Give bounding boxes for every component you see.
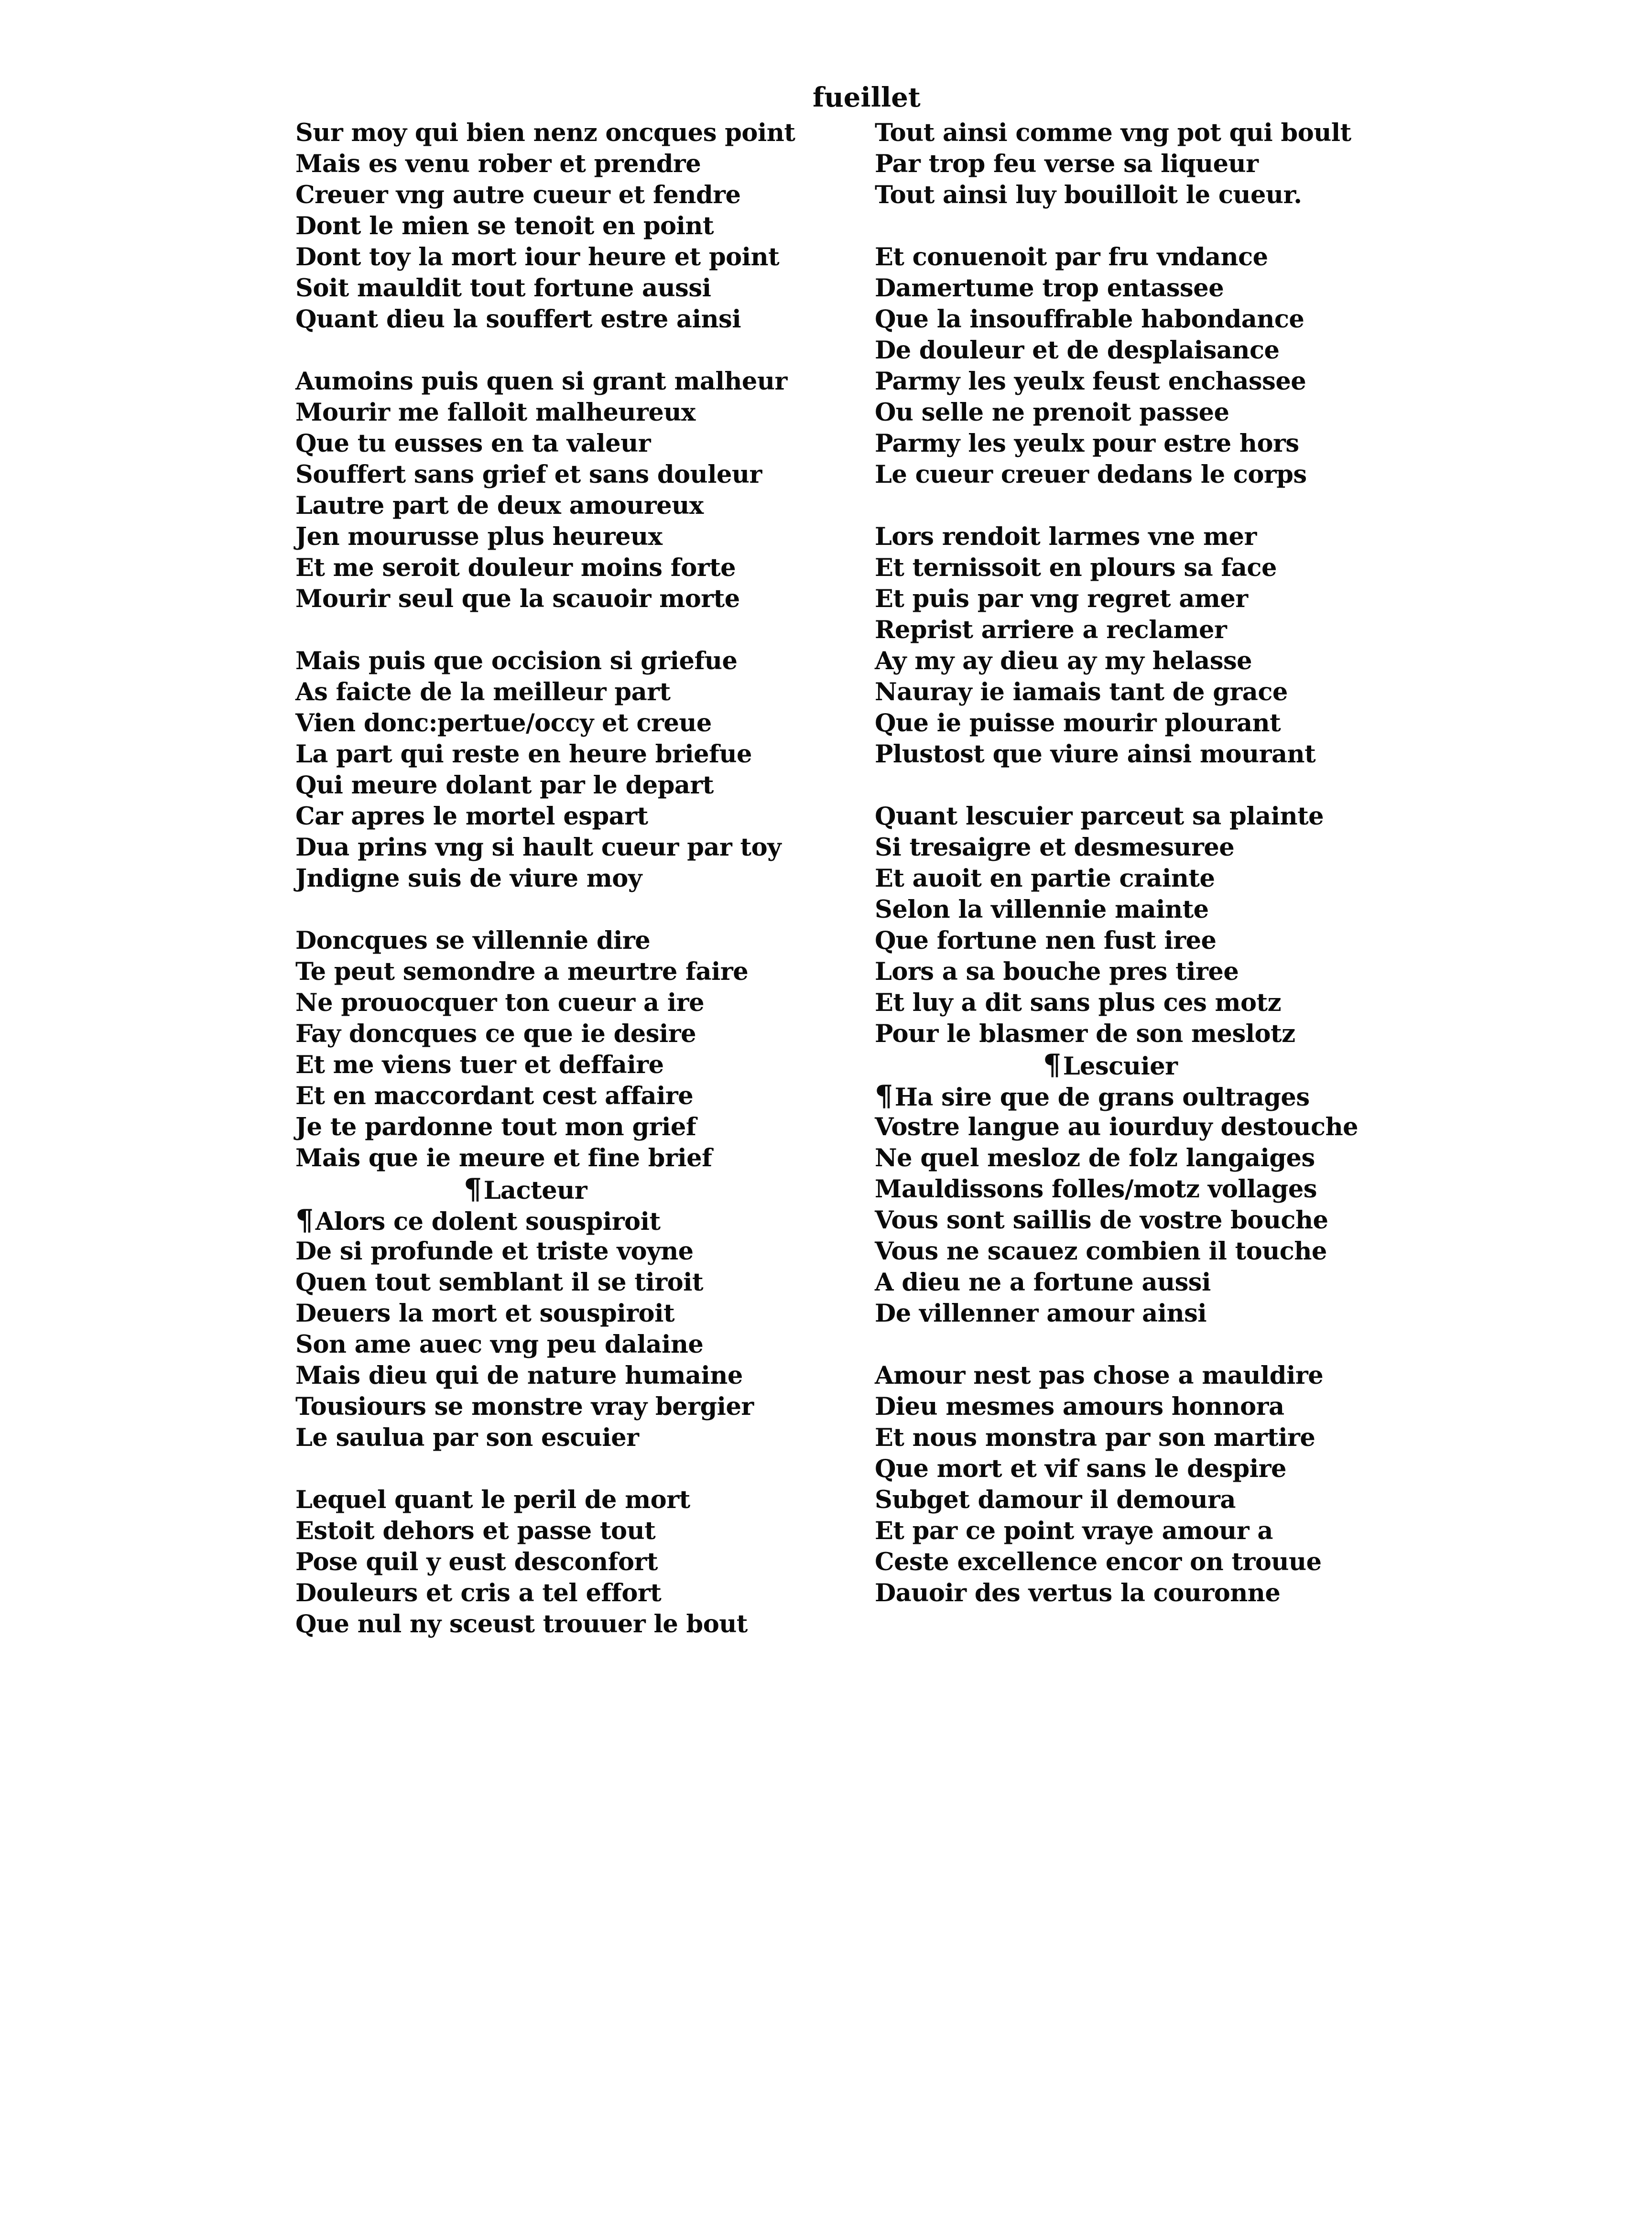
verse-line [295,118,869,149]
verse-line [295,273,869,304]
verse-text: La part qui reste en heure briefue [295,740,752,769]
verse-line [295,1516,869,1547]
verse-line [875,180,1448,211]
verse-text: Dont le mien se tenoit en point [295,212,714,240]
stanza-break [295,1454,869,1485]
verse-line [875,739,1448,770]
verse-text: Dua prins vng si hault cueur par toy [295,833,782,862]
verse-line [875,615,1448,646]
verse-line [295,1143,869,1174]
verse-line [295,1485,869,1516]
verse-text: Et luy a dit sans plus ces motz [875,988,1282,1017]
verse-line [295,1547,869,1578]
verse-line [295,708,869,739]
verse-text: Ha sire que de grans oultrages [894,1083,1310,1112]
verse-text: Que la insouffrable habondance [875,305,1304,334]
speaker-rubric [875,1050,1448,1081]
verse-text: Et par ce point vraye amour a [875,1517,1273,1545]
verse-line [295,366,869,397]
verse-line [875,677,1448,708]
verse-line [875,1081,1448,1112]
verse-line [295,1422,869,1454]
speaker-rubric [295,1174,869,1205]
verse-line [875,708,1448,739]
verse-text: Et nous monstra par son martire [875,1423,1315,1452]
verse-text: Quen tout semblant il se tiroit [295,1268,704,1297]
verse-line [875,584,1448,615]
verse-text: Si tresaigre et desmesuree [875,833,1235,862]
pilcrow-icon: ¶ [464,1172,482,1206]
verse-line [295,1329,869,1360]
verse-line [295,1205,869,1236]
verse-text: Lautre part de deux amoureux [295,491,704,520]
verse-text: Jen mourusse plus heureux [295,522,663,551]
verse-text: Et conuenoit par fru vndance [875,243,1268,271]
verse-text: Mais dieu qui de nature humaine [295,1361,743,1390]
verse-text: Lequel quant le peril de mort [295,1486,690,1514]
verse-line [295,770,869,801]
verse-line [295,211,869,242]
verse-line [875,925,1448,956]
verse-text: Ay my ay dieu ay my helasse [875,647,1252,675]
verse-line [295,1019,869,1050]
verse-text: Vous ne scauez combien il touche [875,1237,1327,1266]
verse-text: Pour le blasmer de son meslotz [875,1020,1295,1048]
verse-line [295,832,869,863]
verse-line [875,428,1448,459]
verse-text: Et ternissoit en plours sa face [875,554,1277,582]
verse-line [875,1112,1448,1143]
verse-text: Lors a sa bouche pres tiree [875,957,1239,986]
verse-line [295,459,869,490]
running-header: fueillet [813,82,921,113]
verse-text: Que nul ny sceust trouuer le bout [295,1610,748,1639]
verse-text: Parmy les yeulx feust enchassee [875,367,1306,396]
stanza-break [875,770,1448,801]
verse-text: Dieu mesmes amours honnora [875,1392,1284,1421]
verse-text: Et puis par vng regret amer [875,585,1248,613]
verse-text: Lors rendoit larmes vne mer [875,522,1257,551]
verse-line [875,1298,1448,1329]
verse-line [875,1236,1448,1267]
verse-text: Ne prouocquer ton cueur a ire [295,988,705,1017]
verse-text: Alors ce dolent souspiroit [315,1207,661,1236]
verse-line [295,490,869,521]
verse-text: Mauldissons folles/motz vollages [875,1175,1317,1204]
verse-text: Tousiours se monstre vray bergier [295,1392,754,1421]
verse-text: Ceste excellence encor on trouue [875,1548,1322,1576]
verse-text: Pose quil y eust desconfort [295,1548,658,1576]
verse-line [875,1205,1448,1236]
verse-line [295,180,869,211]
verse-line [295,1236,869,1267]
verse-text: Vien donc:pertue/occy et creue [295,709,712,738]
verse-line [875,1485,1448,1516]
verse-line [295,242,869,273]
verse-line [295,521,869,553]
verse-text: Subget damour il demoura [875,1486,1236,1514]
verse-text: Sur moy qui bien nenz oncques point [295,119,795,147]
verse-line [875,1174,1448,1205]
verse-text: Fay doncques ce que ie desire [295,1020,696,1048]
verse-line [875,801,1448,832]
verse-line [875,646,1448,677]
verse-text: Vous sont saillis de vostre bouche [875,1206,1328,1235]
verse-text: Lescuier [1063,1052,1178,1081]
verse-line [295,863,869,894]
verse-text: Dont toy la mort iour heure et point [295,243,780,271]
verse-line [295,925,869,956]
verse-line [875,1422,1448,1454]
verse-text: Estoit dehors et passe tout [295,1517,656,1545]
verse-line [875,149,1448,180]
verse-text: Souffert sans grief et sans douleur [295,460,762,489]
verse-text: Mais puis que occision si griefue [295,647,738,675]
verse-line [295,1081,869,1112]
verse-line [875,832,1448,863]
verse-text: Que fortune nen fust iree [875,926,1217,955]
verse-text: Quant lescuier parceut sa plainte [875,802,1324,831]
verse-line [875,1391,1448,1422]
verse-text: De villenner amour ainsi [875,1299,1207,1328]
verse-line [295,397,869,428]
left-column [295,118,869,1640]
verse-text: Amour nest pas chose a mauldire [875,1361,1324,1390]
verse-text: Mourir seul que la scauoir morte [295,585,740,613]
verse-line [875,304,1448,335]
verse-line [295,584,869,615]
verse-text: Ou selle ne prenoit passee [875,398,1229,427]
verse-text: Dauoir des vertus la couronne [875,1579,1281,1607]
verse-line [875,242,1448,273]
stanza-break [295,894,869,925]
verse-text: Mais es venu rober et prendre [295,150,701,178]
verse-line [295,304,869,335]
verse-line [295,1267,869,1298]
verse-line [295,677,869,708]
verse-line [295,1298,869,1329]
verse-line [295,956,869,988]
verse-text: Vostre langue au iourduy destouche [875,1113,1359,1141]
verse-line [875,894,1448,925]
verse-text: Car apres le mortel espart [295,802,648,831]
stanza-break [875,490,1448,521]
verse-text: Deuers la mort et souspiroit [295,1299,675,1328]
verse-text: Que mort et vif sans le despire [875,1454,1286,1483]
verse-text: Douleurs et cris a tel effort [295,1579,662,1607]
verse-text: Jndigne suis de viure moy [295,864,642,893]
verse-line [295,1609,869,1640]
verse-text: Lacteur [483,1176,587,1205]
verse-line [295,646,869,677]
verse-line [295,1050,869,1081]
verse-line [295,988,869,1019]
verse-line [875,553,1448,584]
verse-line [295,739,869,770]
verse-line [875,863,1448,894]
verse-line [875,459,1448,490]
verse-text: Et me seroit douleur moins forte [295,554,736,582]
verse-text: Qui meure dolant par le depart [295,771,714,800]
verse-text: Mourir me falloit malheureux [295,398,696,427]
verse-line [295,428,869,459]
verse-line [295,553,869,584]
verse-line [875,397,1448,428]
verse-text: Que tu eusses en ta valeur [295,429,651,458]
pilcrow-icon: ¶ [1043,1048,1061,1082]
verse-text: Selon la villennie mainte [875,895,1209,924]
verse-text: De si profunde et triste voyne [295,1237,694,1266]
verse-text: Creuer vng autre cueur et fendre [295,181,741,209]
verse-line [875,956,1448,988]
verse-line [875,1143,1448,1174]
verse-line [875,335,1448,366]
verse-line [875,1454,1448,1485]
stanza-break [295,615,869,646]
pilcrow-icon: ¶ [875,1079,893,1113]
verse-line [875,273,1448,304]
verse-text: Plustost que viure ainsi mourant [875,740,1316,769]
verse-line [295,1578,869,1609]
verse-line [875,366,1448,397]
verse-text: Parmy les yeulx pour estre hors [875,429,1299,458]
verse-line [875,988,1448,1019]
verse-line [875,118,1448,149]
stanza-break [875,211,1448,242]
verse-text: Son ame auec vng peu dalaine [295,1330,704,1359]
verse-line [875,1516,1448,1547]
verse-text: Aumoins puis quen si grant malheur [295,367,787,396]
verse-text: Et auoit en partie crainte [875,864,1215,893]
verse-text: Damertume trop entassee [875,274,1224,303]
verse-line [295,801,869,832]
verse-line [295,149,869,180]
verse-text: Tout ainsi comme vng pot qui boult [875,119,1351,147]
verse-line [875,1267,1448,1298]
verse-text: Quant dieu la souffert estre ainsi [295,305,741,334]
verse-text: Mais que ie meure et fine brief [295,1144,712,1172]
stanza-break [875,1329,1448,1360]
stanza-break [295,335,869,366]
verse-line [295,1112,869,1143]
verse-text: Tout ainsi luy bouilloit le cueur. [875,181,1302,209]
verse-text: Soit mauldit tout fortune aussi [295,274,711,303]
verse-text: Et me viens tuer et deffaire [295,1051,664,1079]
verse-text: Et en maccordant cest affaire [295,1082,694,1110]
verse-line [875,521,1448,553]
verse-text: Je te pardonne tout mon grief [295,1113,696,1141]
verse-text: Nauray ie iamais tant de grace [875,678,1288,706]
verse-text: Par trop feu verse sa liqueur [875,150,1259,178]
pilcrow-icon: ¶ [295,1204,314,1237]
verse-text: As faicte de la meilleur part [295,678,671,706]
verse-text: Doncques se villennie dire [295,926,651,955]
verse-text: Te peut semondre a meurtre faire [295,957,749,986]
verse-line [875,1360,1448,1391]
verse-text: De douleur et de desplaisance [875,336,1280,365]
right-column [875,118,1448,1609]
verse-text: A dieu ne a fortune aussi [875,1268,1211,1297]
verse-text: Que ie puisse mourir plourant [875,709,1281,738]
verse-text: Le saulua par son escuier [295,1423,639,1452]
verse-text: Le cueur creuer dedans le corps [875,460,1307,489]
verse-text: Reprist arriere a reclamer [875,616,1227,644]
verse-text: Ne quel mesloz de folz langaiges [875,1144,1315,1172]
verse-line [295,1360,869,1391]
verse-line [875,1547,1448,1578]
verse-line [875,1578,1448,1609]
verse-line [875,1019,1448,1050]
verse-line [295,1391,869,1422]
